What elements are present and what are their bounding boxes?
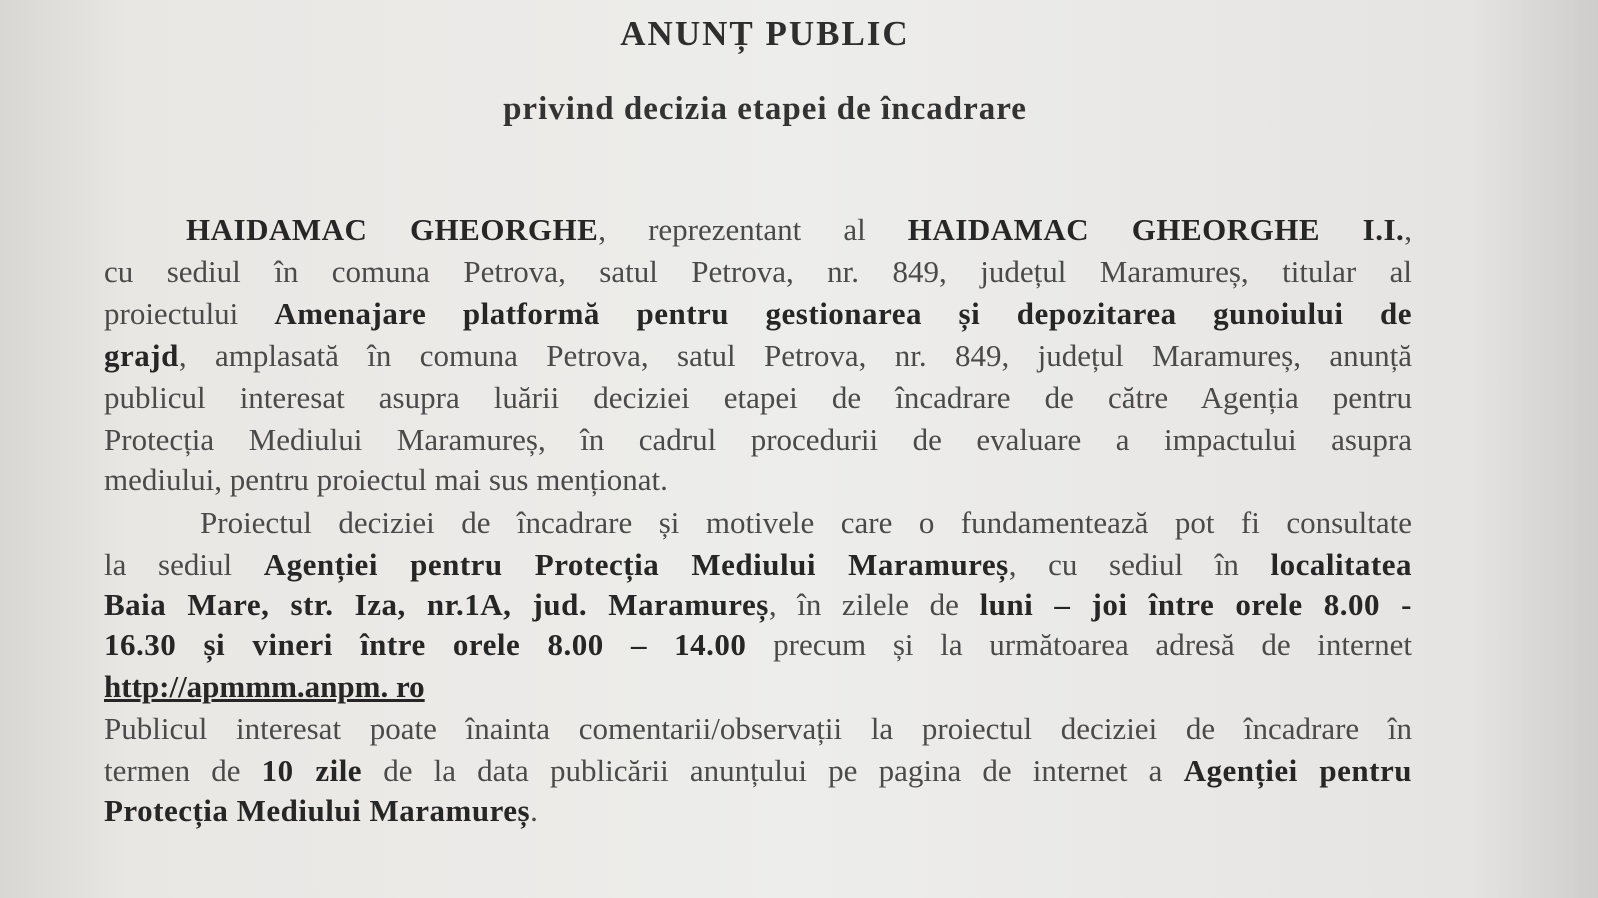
paragraph-1-line-1: HAIDAMAC GHEORGHE, reprezentant al HAIDAMAC GHEORGHE I.I., xyxy=(186,212,1413,247)
paragraph-3-line-1: Publicul interesat poate înainta comentarii/observații la proiectul deciziei de încadrare în xyxy=(104,711,1412,746)
paragraph-2-line-1: Proiectul deciziei de încadrare și motivele care o fundamentează pot fi consultate xyxy=(200,505,1412,540)
company-name: HAIDAMAC GHEORGHE I.I. xyxy=(907,212,1405,247)
project-name-end: grajd xyxy=(104,338,179,373)
paragraph-3-line-2: termen de 10 zile de la data publicării anunțului pe pagina de internet a Agenției pentru xyxy=(104,753,1412,788)
office-hours-weekdays: luni – joi între orele 8.00 - xyxy=(979,587,1412,622)
applicant-name: HAIDAMAC GHEORGHE xyxy=(186,212,599,247)
page-title: ANUNȚ PUBLIC xyxy=(620,14,910,53)
paragraph-1-line-6: Protecția Mediului Maramureș, în cadrul procedurii de evaluare a impactului asupra xyxy=(104,422,1412,457)
paragraph-1-line-4: grajd, amplasată în comuna Petrova, satul Petrova, nr. 849, județul Maramureș, anunță xyxy=(104,338,1412,373)
paragraph-1-line-3: proiectului Amenajare platformă pentru gestionarea și depozitarea gunoiului de xyxy=(104,296,1412,331)
page-subtitle: privind decizia etapei de încadrare xyxy=(503,91,1027,127)
agency-name-end: Protecția Mediului Maramureș xyxy=(104,793,531,828)
project-name: Amenajare platformă pentru gestionarea și depozitarea gunoiului de xyxy=(274,296,1412,331)
paragraph-3-line-3: Protecția Mediului Maramureș. xyxy=(104,793,538,828)
paragraph-1-line-5: publicul interesat asupra luării deciziei etapei de încadrare de către Agenția pentru xyxy=(104,380,1412,415)
agency-address: Baia Mare, str. Iza, nr.1A, jud. Maramureș xyxy=(104,587,769,622)
comment-period: 10 zile xyxy=(261,753,363,788)
office-hours: 16.30 și vineri între orele 8.00 – 14.00 xyxy=(104,627,747,662)
agency-name: Agenției pentru Protecția Mediului Maramureș xyxy=(263,547,1009,582)
paragraph-1-line-7: mediului, pentru proiectul mai sus menționat. xyxy=(104,462,668,497)
paragraph-2-line-5 xyxy=(104,667,1412,707)
paragraph-2-line-2: la sediul Agenției pentru Protecția Mediului Maramureș, cu sediul în localitatea xyxy=(104,547,1413,582)
paragraph-1-line-2: cu sediul în comuna Petrova, satul Petrova, nr. 849, județul Maramureș, titular al xyxy=(104,254,1412,289)
paragraph-2-line-4: 16.30 și vineri între orele 8.00 – 14.00 precum și la următoarea adresă de internet xyxy=(104,627,1412,662)
agency-website-link[interactable]: http://apmmm.anpm. ro xyxy=(104,669,425,704)
paragraph-2-line-3: Baia Mare, str. Iza, nr.1A, jud. Maramureș, în zilele de luni – joi între orele 8.00 - xyxy=(104,587,1412,622)
